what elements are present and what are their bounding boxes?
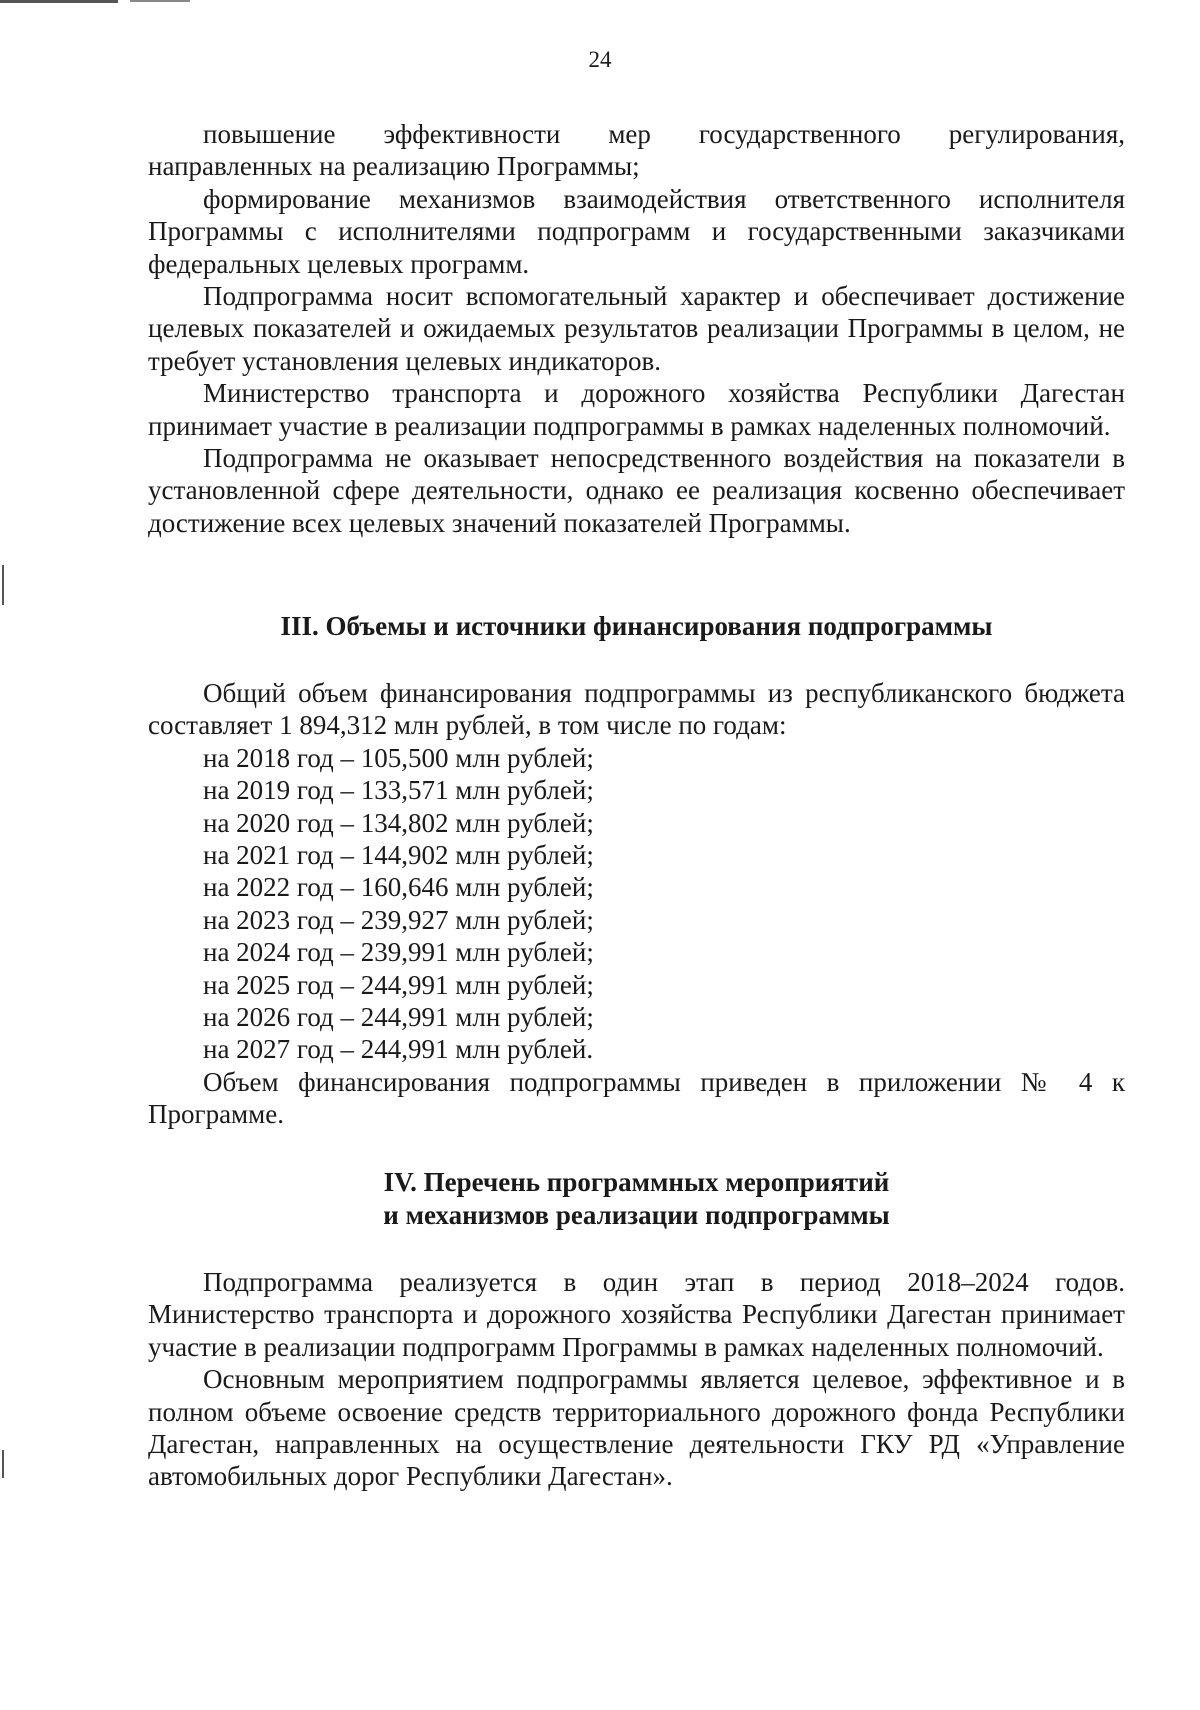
section-4-heading-line-2: и механизмов реализации подпрограммы [383, 1200, 890, 1230]
funding-intro: Общий объем финансирования подпрограммы из республиканского бюджета составляет 1 894,312 млн рублей, в том числе по годам: [148, 678, 1125, 741]
section-3-body [148, 677, 1125, 1131]
funding-outro: Объем финансирования подпрограммы приведен в приложении № 4 к Программе. [148, 1066, 1125, 1130]
scan-edge-mark-top [0, 0, 118, 3]
paragraph: повышение эффективности мер государственного регулирования, направленных на реализацию Программы; [148, 119, 1125, 182]
intro-section [148, 118, 1125, 539]
page-number: 24 [588, 47, 612, 72]
paragraph: Подпрограмма не оказывает непосредственного воздействия на показатели в установленной сфере деятельности, однако ее реализация косвенно обеспечивает достижение всех целевых значений показателей Программы. [148, 443, 1125, 538]
scan-edge-mark-left-1 [2, 565, 4, 605]
list-item: на 2026 год – 244,991 млн рублей; [203, 1002, 594, 1033]
section-4-body [148, 1266, 1125, 1493]
section-4-heading-line-1: IV. Перечень программных мероприятий [383, 1167, 890, 1197]
list-item: на 2023 год – 239,927 млн рублей; [203, 904, 594, 935]
scan-edge-mark-top-dash [130, 0, 190, 2]
paragraph: Основным мероприятием подпрограммы является целевое, эффективное и в полном объеме освоение средств территориального дорожного фонда Республики Дагестан, направленных на осуществление деятельности ГКУ РД «Управление автомобильных дорог Республики Дагестан». [148, 1364, 1125, 1492]
paragraph: формирование механизмов взаимодействия ответственного исполнителя Программы с исполнителями подпрограмм и государственными заказчиками федеральных целевых программ. [148, 183, 1125, 279]
list-item: на 2020 год – 134,802 млн рублей; [203, 807, 594, 838]
list-item: на 2018 год – 105,500 млн рублей; [203, 742, 594, 773]
paragraph: Подпрограмма носит вспомогательный характер и обеспечивает достижение целевых показателей и ожидаемых результатов реализации Программы в целом, не требует установления целевых индикаторов. [148, 281, 1125, 376]
paragraph: Министерство транспорта и дорожного хозяйства Республики Дагестан принимает участие в реализации подпрограммы в рамках наделенных полномочий. [148, 378, 1125, 441]
list-item: на 2027 год – 244,991 млн рублей. [203, 1034, 594, 1065]
list-item: на 2019 год – 133,571 млн рублей; [203, 775, 594, 806]
list-item: на 2024 год – 239,991 млн рублей; [203, 937, 594, 968]
list-item: на 2021 год – 144,902 млн рублей; [203, 840, 594, 871]
paragraph: Подпрограмма реализуется в один этап в период 2018–2024 годов. Министерство транспорта и дорожного хозяйства Республики Дагестан принимает участие в реализации подпрограмм Программы в рамках наделенных полномочий. [148, 1267, 1125, 1362]
list-item: на 2022 год – 160,646 млн рублей; [203, 872, 594, 903]
scan-edge-mark-left-2 [2, 1450, 4, 1478]
funding-by-year-list [148, 742, 1125, 1066]
list-item: на 2025 год – 244,991 млн рублей; [203, 969, 594, 1000]
section-3-heading: III. Объемы и источники финансирования подпрограммы [280, 611, 993, 641]
